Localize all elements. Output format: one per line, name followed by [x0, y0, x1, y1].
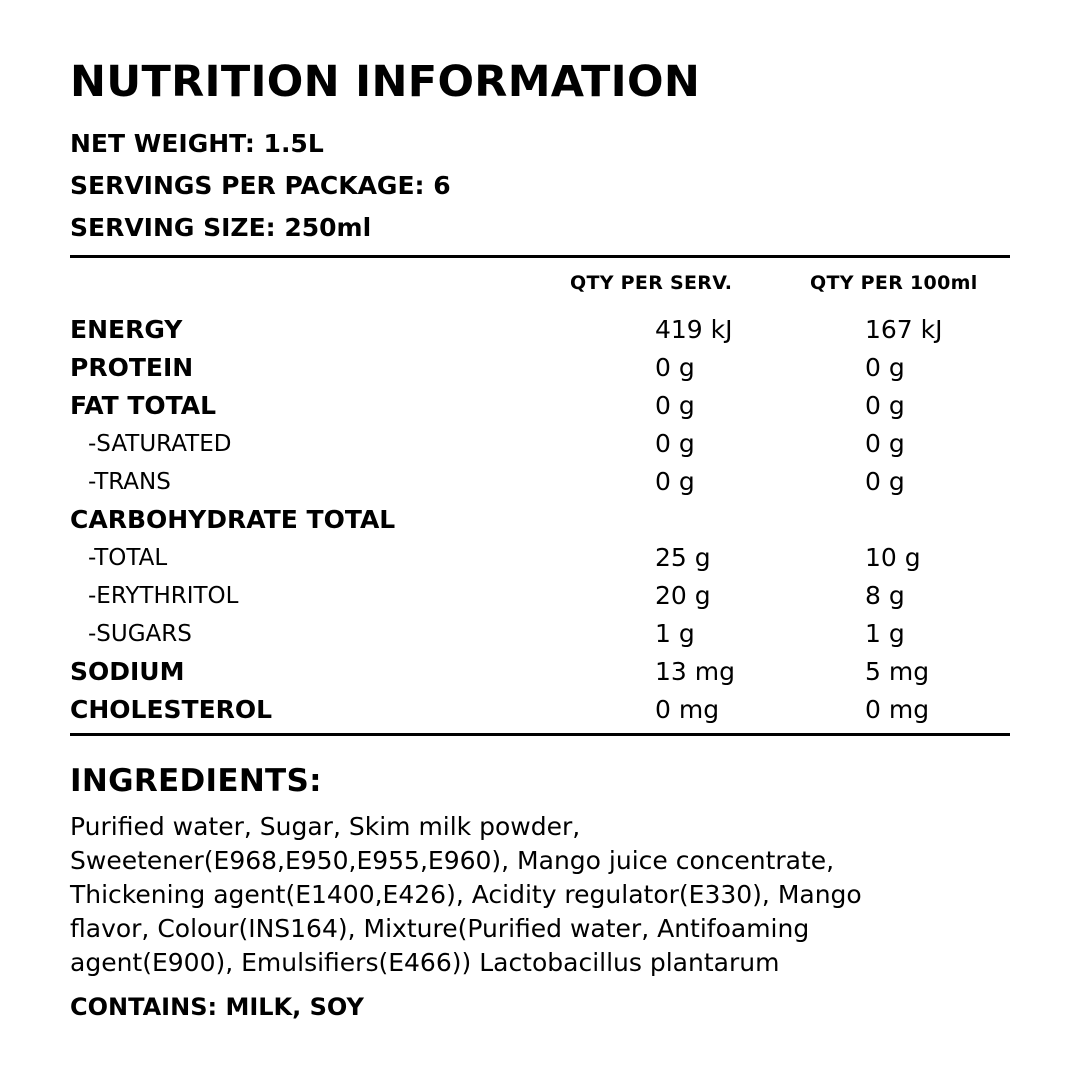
- qty-per-serving: 0 mg: [655, 695, 720, 724]
- table-row: [70, 391, 1010, 429]
- nutrient-label: -TRANS: [88, 469, 171, 495]
- nutrient-label: ENERGY: [70, 315, 183, 344]
- table-row: [70, 543, 1010, 581]
- table-bottom-divider: [70, 733, 1010, 736]
- ingredients-heading: INGREDIENTS:: [70, 763, 322, 799]
- qty-per-100ml: 10 g: [865, 543, 921, 572]
- qty-per-100ml: 0 mg: [865, 695, 930, 724]
- nutrient-label: CHOLESTEROL: [70, 695, 273, 724]
- nutrient-label: -ERYTHRITOL: [88, 583, 239, 609]
- qty-per-100ml: 8 g: [865, 581, 905, 610]
- table-row: [70, 353, 1010, 391]
- ingredients-line: Thickening agent(E1400,E426), Acidity regulator(E330), Mango: [70, 880, 862, 909]
- nutrient-label: -SATURATED: [88, 431, 232, 457]
- qty-per-100ml: 1 g: [865, 619, 905, 648]
- qty-per-serving: 0 g: [655, 391, 695, 420]
- nutrient-label: SODIUM: [70, 657, 185, 686]
- nutrient-label: FAT TOTAL: [70, 391, 217, 420]
- table-row: [70, 695, 1010, 733]
- nutrient-label: PROTEIN: [70, 353, 194, 382]
- qty-per-serving: 0 g: [655, 429, 695, 458]
- qty-per-serving: 13 mg: [655, 657, 735, 686]
- nutrient-label: -SUGARS: [88, 621, 192, 647]
- allergen-statement: CONTAINS: MILK, SOY: [70, 993, 364, 1021]
- qty-per-100ml: 0 g: [865, 467, 905, 496]
- qty-per-serving: 0 g: [655, 353, 695, 382]
- table-top-divider: [70, 255, 1010, 258]
- ingredients-line: Purified water, Sugar, Skim milk powder,: [70, 812, 581, 841]
- column-header-per-serving: QTY PER SERV.: [570, 272, 733, 294]
- qty-per-serving: 25 g: [655, 543, 711, 572]
- qty-per-100ml: 5 mg: [865, 657, 930, 686]
- qty-per-100ml: 0 g: [865, 353, 905, 382]
- qty-per-serving: 419 kJ: [655, 315, 733, 344]
- qty-per-serving: 1 g: [655, 619, 695, 648]
- table-row: [70, 581, 1010, 619]
- column-header-per-100ml: QTY PER 100ml: [810, 272, 978, 294]
- ingredients-line: agent(E900), Emulsifiers(E466)) Lactobacillus plantarum: [70, 948, 780, 977]
- serving-size: SERVING SIZE: 250ml: [70, 213, 372, 242]
- qty-per-serving: 0 g: [655, 467, 695, 496]
- page-title: NUTRITION INFORMATION: [70, 57, 701, 107]
- qty-per-100ml: 0 g: [865, 429, 905, 458]
- ingredients-line: flavor, Colour(INS164), Mixture(Purified water, Antifoaming: [70, 914, 810, 943]
- nutrient-label: CARBOHYDRATE TOTAL: [70, 505, 396, 534]
- table-row: [70, 505, 1010, 543]
- table-row: [70, 467, 1010, 505]
- qty-per-serving: 20 g: [655, 581, 711, 610]
- table-row: [70, 657, 1010, 695]
- table-row: [70, 429, 1010, 467]
- ingredients-list: [70, 810, 970, 980]
- net-weight: NET WEIGHT: 1.5L: [70, 129, 324, 158]
- nutrient-label: -TOTAL: [88, 545, 168, 571]
- qty-per-100ml: 167 kJ: [865, 315, 943, 344]
- qty-per-100ml: 0 g: [865, 391, 905, 420]
- table-row: [70, 619, 1010, 657]
- table-row: [70, 315, 1010, 353]
- servings-per-package: SERVINGS PER PACKAGE: 6: [70, 171, 451, 200]
- ingredients-line: Sweetener(E968,E950,E955,E960), Mango juice concentrate,: [70, 846, 835, 875]
